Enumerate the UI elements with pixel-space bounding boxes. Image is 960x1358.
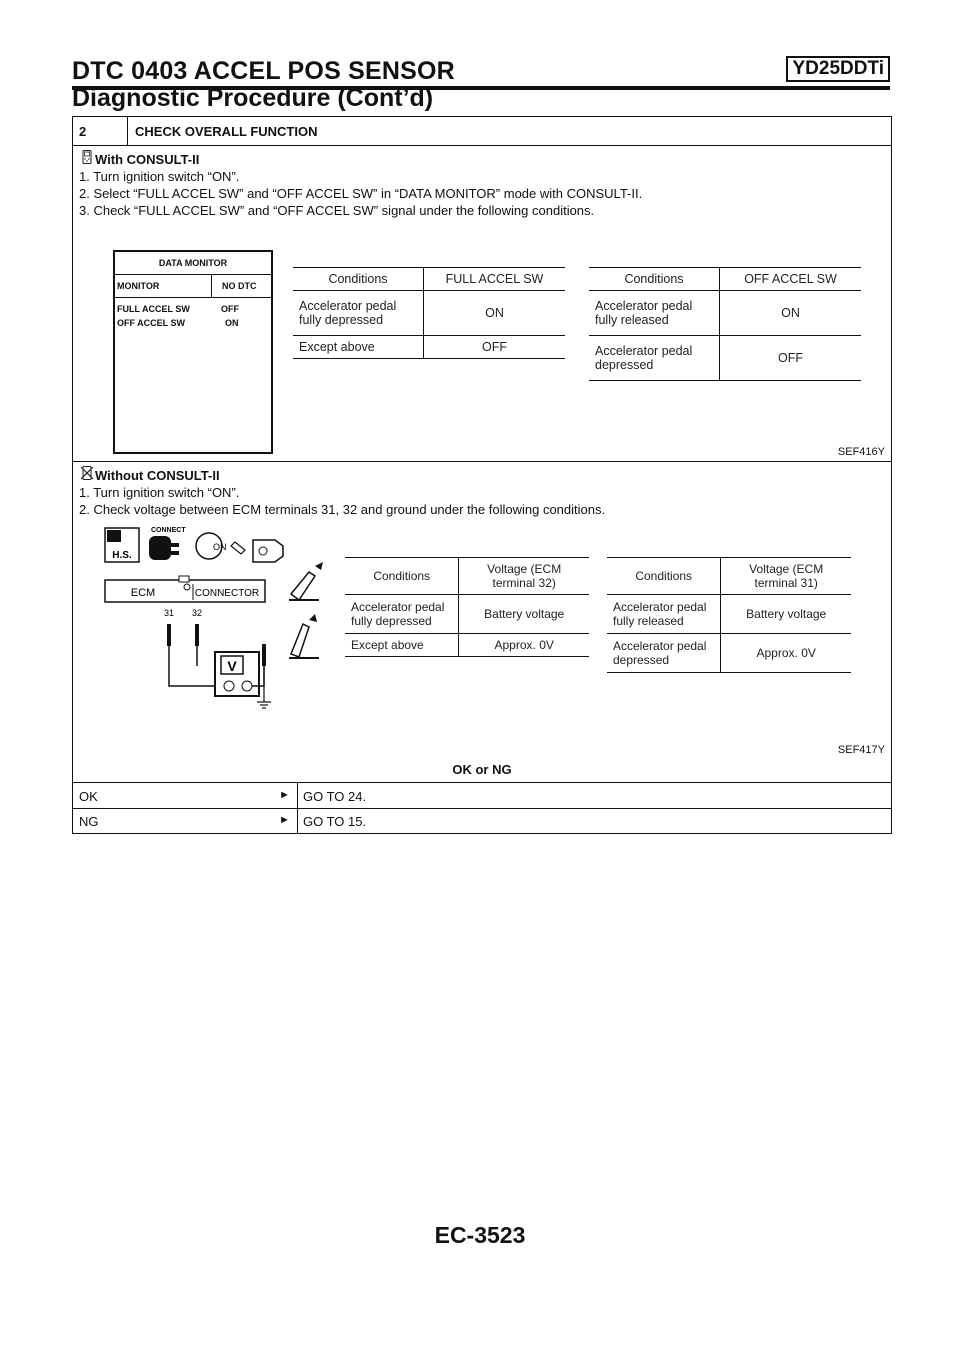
monitor-column: MONITOR xyxy=(117,281,160,291)
engine-icon xyxy=(253,540,283,562)
no-consult-step-2: 2. Check voltage between ECM terminals 31, 32 and ground under the following conditions. xyxy=(79,502,606,517)
probes xyxy=(167,624,199,646)
engine-badge: YD25DDTi xyxy=(786,56,890,82)
arrow-icon: ► xyxy=(279,789,290,801)
consult-heading: With CONSULT-II xyxy=(95,152,200,167)
pedal-released-icon xyxy=(289,614,319,658)
svg-text:ECM: ECM xyxy=(130,587,156,599)
step-number: 2 xyxy=(79,124,87,139)
terminal-31: 31 xyxy=(163,608,175,618)
ignition-key-icon xyxy=(196,533,245,559)
ok-or-ng-label: OK or NG xyxy=(452,762,512,777)
no-dtc-label: NO DTC xyxy=(211,275,257,297)
monitor-row: OFF ACCEL SW ON xyxy=(117,318,239,328)
data-monitor-title: DATA MONITOR xyxy=(115,252,271,275)
terminal-31-voltage-table: Conditions Voltage (ECM terminal 31) Accelerator pedal fully released Battery voltage Accelerator pedal depressed Approx. 0V xyxy=(607,557,851,673)
page-subtitle: Diagnostic Procedure (Cont’d) xyxy=(72,84,434,112)
svg-text:H.S.: H.S. xyxy=(112,550,132,561)
no-consult-heading: Without CONSULT-II xyxy=(95,468,220,483)
figure-code: SEF417Y xyxy=(837,744,885,756)
consult-tool-icon xyxy=(81,150,93,164)
consult-step-1: 1. Turn ignition switch “ON”. xyxy=(79,169,240,184)
terminal-32-voltage-table: Conditions Voltage (ECM terminal 32) Accelerator pedal fully depressed Battery voltage Except above Approx. 0V xyxy=(345,557,589,657)
terminal-32: 32 xyxy=(191,608,203,618)
arrow-icon: ► xyxy=(279,814,290,826)
result-row-ng: NG ► GO TO 15. xyxy=(73,808,891,833)
page-number: EC-3523 xyxy=(434,1222,526,1248)
plug-icon xyxy=(149,536,179,560)
off-accel-sw-table: Conditions OFF ACCEL SW Accelerator pedal fully released ON Accelerator pedal depressed OFF xyxy=(589,267,861,381)
svg-text:V: V xyxy=(227,658,237,674)
ecm-connector xyxy=(105,576,265,602)
monitor-row: FULL ACCEL SW OFF xyxy=(117,304,239,314)
result-row-ok: OK ► GO TO 24. xyxy=(73,782,891,809)
go-to-link: GO TO 24. xyxy=(303,789,367,804)
data-monitor-screen xyxy=(113,250,273,454)
hs-icon xyxy=(105,528,139,562)
procedure-box xyxy=(72,116,892,834)
full-accel-sw-table: Conditions FULL ACCEL SW Accelerator pedal fully depressed ON Except above OFF xyxy=(293,267,565,359)
voltmeter-icon xyxy=(215,652,259,696)
step-header xyxy=(73,117,891,146)
page-title: DTC 0403 ACCEL POS SENSOR xyxy=(72,57,455,85)
connect-label: CONNECT xyxy=(151,527,186,534)
no-consult-icon xyxy=(81,466,93,480)
figure-code: SEF416Y xyxy=(837,446,885,458)
pedal-depressed-icon xyxy=(289,562,323,600)
consult-step-3: 3. Check “FULL ACCEL SW” and “OFF ACCEL SW” signal under the following conditions. xyxy=(79,203,595,218)
svg-text:ON: ON xyxy=(213,542,227,552)
ground-symbol xyxy=(257,702,271,708)
consult-step-2: 2. Select “FULL ACCEL SW” and “OFF ACCEL SW” in “DATA MONITOR” mode with CONSULT-II. xyxy=(79,186,643,201)
voltage-check-diagram xyxy=(103,524,343,714)
step-title: CHECK OVERALL FUNCTION xyxy=(135,124,318,139)
go-to-link: GO TO 15. xyxy=(303,814,367,829)
svg-text:CONNECTOR: CONNECTOR xyxy=(194,588,260,599)
no-consult-section xyxy=(73,462,891,782)
no-consult-step-1: 1. Turn ignition switch “ON”. xyxy=(79,485,240,500)
consult-section xyxy=(73,146,891,462)
